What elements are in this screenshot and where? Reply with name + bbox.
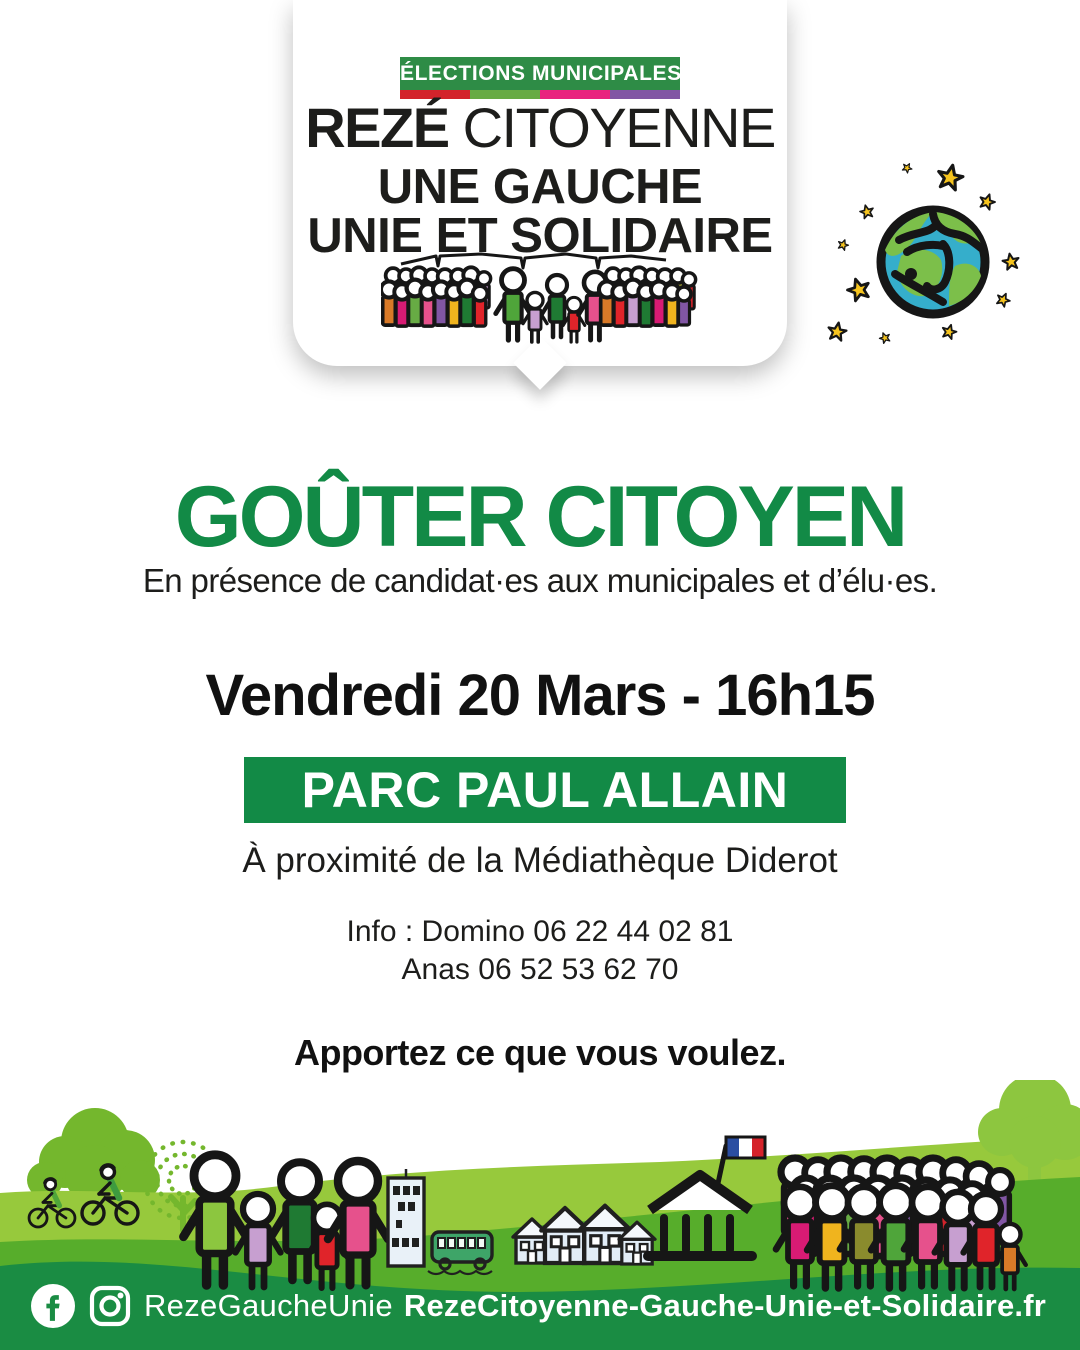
location-name: PARC PAUL ALLAIN — [301, 762, 789, 818]
contact-line-2: Anas 06 52 53 62 70 — [401, 953, 679, 986]
event-title: GOÛTER CITOYEN — [174, 469, 906, 565]
crowd-left-group — [381, 267, 491, 326]
earth-globe-illustration — [815, 140, 1043, 370]
tagline-line-1: UNE GAUCHE — [377, 160, 703, 214]
list-title — [293, 96, 787, 159]
speech-bubble — [293, 0, 787, 366]
tree-blob-left — [27, 1108, 160, 1205]
speech-zigzag-line — [401, 254, 666, 268]
french-flag — [726, 1137, 765, 1158]
location-band — [244, 757, 846, 823]
list-title-rest: CITOYENNE — [448, 96, 775, 159]
elections-banner-label: ÉLECTIONS MUNICIPALES 2026 — [400, 57, 680, 90]
tagline-line-2: UNIE ET SOLIDAIRE — [307, 209, 773, 263]
list-title-emphasis: REZÉ — [305, 96, 449, 159]
social-handle: RezeGaucheUnie — [144, 1288, 393, 1323]
crowd-family-group — [496, 269, 612, 342]
facebook-icon — [30, 1283, 76, 1329]
footer-social — [30, 1283, 393, 1329]
crowd-illustration — [381, 250, 701, 350]
crowd-right-group — [599, 267, 696, 326]
event-subtitle: En présence de candidat·es aux municipales et d’élu·es. — [142, 562, 938, 599]
contact-line-1: Info : Domino 06 22 44 02 81 — [346, 915, 734, 948]
globe — [881, 210, 985, 314]
event-datetime: Vendredi 20 Mars - 16h15 — [205, 663, 875, 728]
building-illustration — [388, 1169, 424, 1266]
instagram-icon — [88, 1284, 132, 1328]
website-url: RezeCitoyenne-Gauche-Unie-et-Solidaire.fr — [403, 1288, 1046, 1323]
bring-note: Apportez ce que vous voulez. — [293, 1032, 787, 1073]
location-detail: À proximité de la Médiathèque Diderot — [242, 841, 838, 880]
elections-banner — [400, 57, 738, 99]
footer-bar — [30, 1282, 1046, 1330]
